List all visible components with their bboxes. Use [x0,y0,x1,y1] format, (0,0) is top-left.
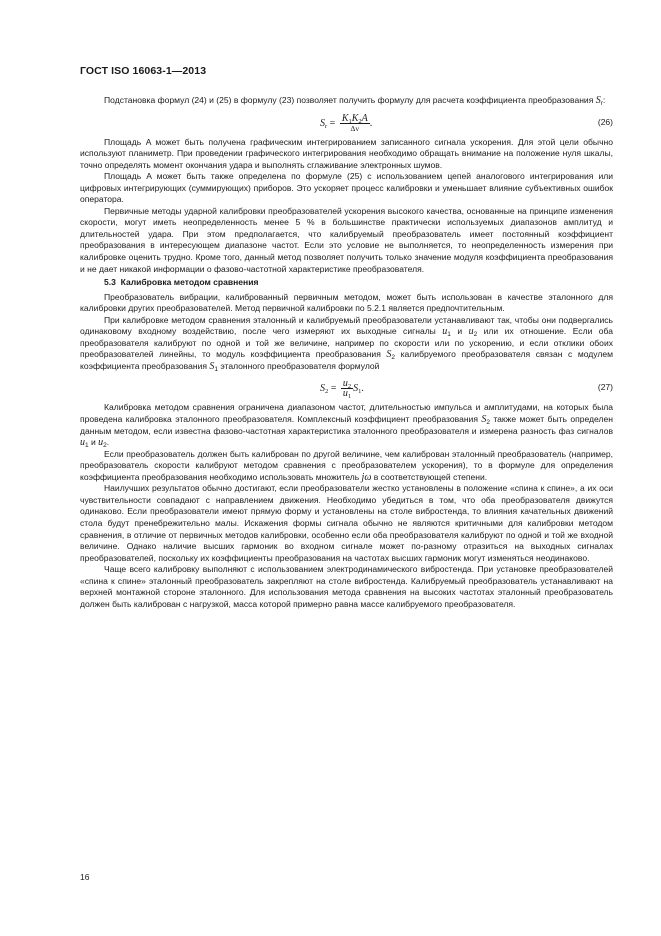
formula-27-number: (27) [597,382,613,393]
paragraph-1: Подстановка формул (24) и (25) в формулу (23) позволяет получить формулу для расчета коэффициента преобразования $S_r$: [104,95,606,107]
paragraph-5: Преобразователь вибрации, калиброванный первичным методом, может быть использован в качестве эталонного для калибровки других преобразователей. Метод первичной калибровки по 5.2.1 является предпочтительным. [80,291,613,314]
formula-26-fraction: $\frac{K_1K_2A}{\Delta v}$ [341,112,368,133]
paragraph-10: Чаще всего калибровку выполняют с использованием электродинамического вибростенда. При установке преобразователей «спина к спине» эталонный преобразователь закрепляют на столе вибростенда. Калибруемый преобразователь устанавливают на верхней монтажной стороне эталонного. Для использования метода сравнения на высоких частотах эталонный преобразователь должен быть калиброван с нагрузкой, масса которой примерно равна массе калибруемого преобразователя. [80,564,613,609]
formula-26: $S_r$ = $\frac{K_1K_2A}{\Delta v}$ . (26) [320,112,613,133]
paragraph-4: Первичные методы ударной калибровки преобразователей ускорения высокого качества, основанные на принципе изменения скорости, могут иметь неопределенность менее 5 % в большинстве практически используемых диапазонов амплитуд и длительностей удара. При этом предполагается, что калибруемый преобразователь имеет постоянный коэффициент преобразования в интересующем диапазоне частот. Если это условие не выполняется, то неопределенность измерения при калибровке оценить трудно. Кроме того, данный метод позволяет получить только значение модуля коэффициента преобразования и не дает никакой информации о фазово-частотной характеристике преобразователя. [80,205,613,274]
page-number: 16 [80,872,90,882]
formula-27: $S_2$ = $\frac{u_2}{u_1}$ $S_1$. (27) [320,378,613,401]
formula-27-fraction: $\frac{u_2}{u_1}$ [342,378,352,401]
paragraph-9: Наилучших результатов обычно достигают, если преобразователи жестко установлены в положение «спина к спине», а их оси чувствительности совпадают с направлением движения. Необходимо убедиться в том, что оба преобразователя движутся одинаково. Если преобразователи имеют прямую форму и установлены на столе вибростенда, то влияния качательных движений стола будут пренебрежительно малы. Искажения формы сигнала обычно не являются критичными для калибровки методом сравнения, в отличие от первичных методов калибровки, особенно если оба преобразователя калибруют по одной и той же входной величине. Однако наличие высших гармоник во входном сигнале может по-разному отразиться на выходных сигналах преобразователей, поскольку их коэффициенты преобразования на частотах высших гармоник могут изменяться неодинаково. [80,483,613,563]
paragraph-7: Калибровка методом сравнения ограничена диапазоном частот, длительностью импульса и амплитудами, на которых была проведена калибровка эталонного преобразователя. Комплексный коэффициент преобразования $S_2$ также может быть определен данным методом, если известна фазово-частотная характеристика эталонного преобразователя и измерена разность фаз сигналов $u_1$ и $u_2$. [80,402,613,450]
document-body [80,95,613,610]
section-heading: 5.3 Калибровка методом сравнения [104,277,259,288]
formula-26-number: (26) [597,116,613,127]
paragraph-2: Площадь A может быть получена графическим интегрированием записанного сигнала ускорения. Для этой цели обычно используют планиметр. При проведении графического интегрирования необходимо обращать внимание на положение нуля шкалы, точно определять момент окончания удара и выполнять сглаживание электронных шумов. [80,136,613,170]
paragraph-8: Если преобразователь должен быть калиброван по другой величине, чем калиброван эталонный преобразователь (например, преобразователь скорости калибруют методом сравнения с преобразователем ускорения), то в формуле для определения коэффициента преобразования необходимо использовать множитель jω в соответствующей степени. [80,448,613,483]
paragraph-6: При калибровке методом сравнения эталонный и калибруемый преобразователи устанавливают так, чтобы они подвергались одинаковому входному воздействию, после чего измеряют их выходные сигналы $u_1$ и $u_2$ или их отношение. Если оба преобразователя калибруют по одной и той же величине, например по скорости или по ускорению, и если отклики обоих преобразователей линейны, то модуль коэффициента преобразования $S_2$ калибруемого преобразователя связан с модулем коэффициента преобразования $S_1$ эталонного преобразователя формулой [80,314,613,373]
document-header: ГОСТ ISO 16063-1—2013 [80,65,207,77]
paragraph-3: Площадь A может быть также определена по формуле (25) с использованием цепей аналогового интегрирования или цифровых интегрирующих (суммирующих) приборов. Это ускоряет процесс калибровки и уменьшает влияние субъективных ошибок оператора. [80,171,613,205]
